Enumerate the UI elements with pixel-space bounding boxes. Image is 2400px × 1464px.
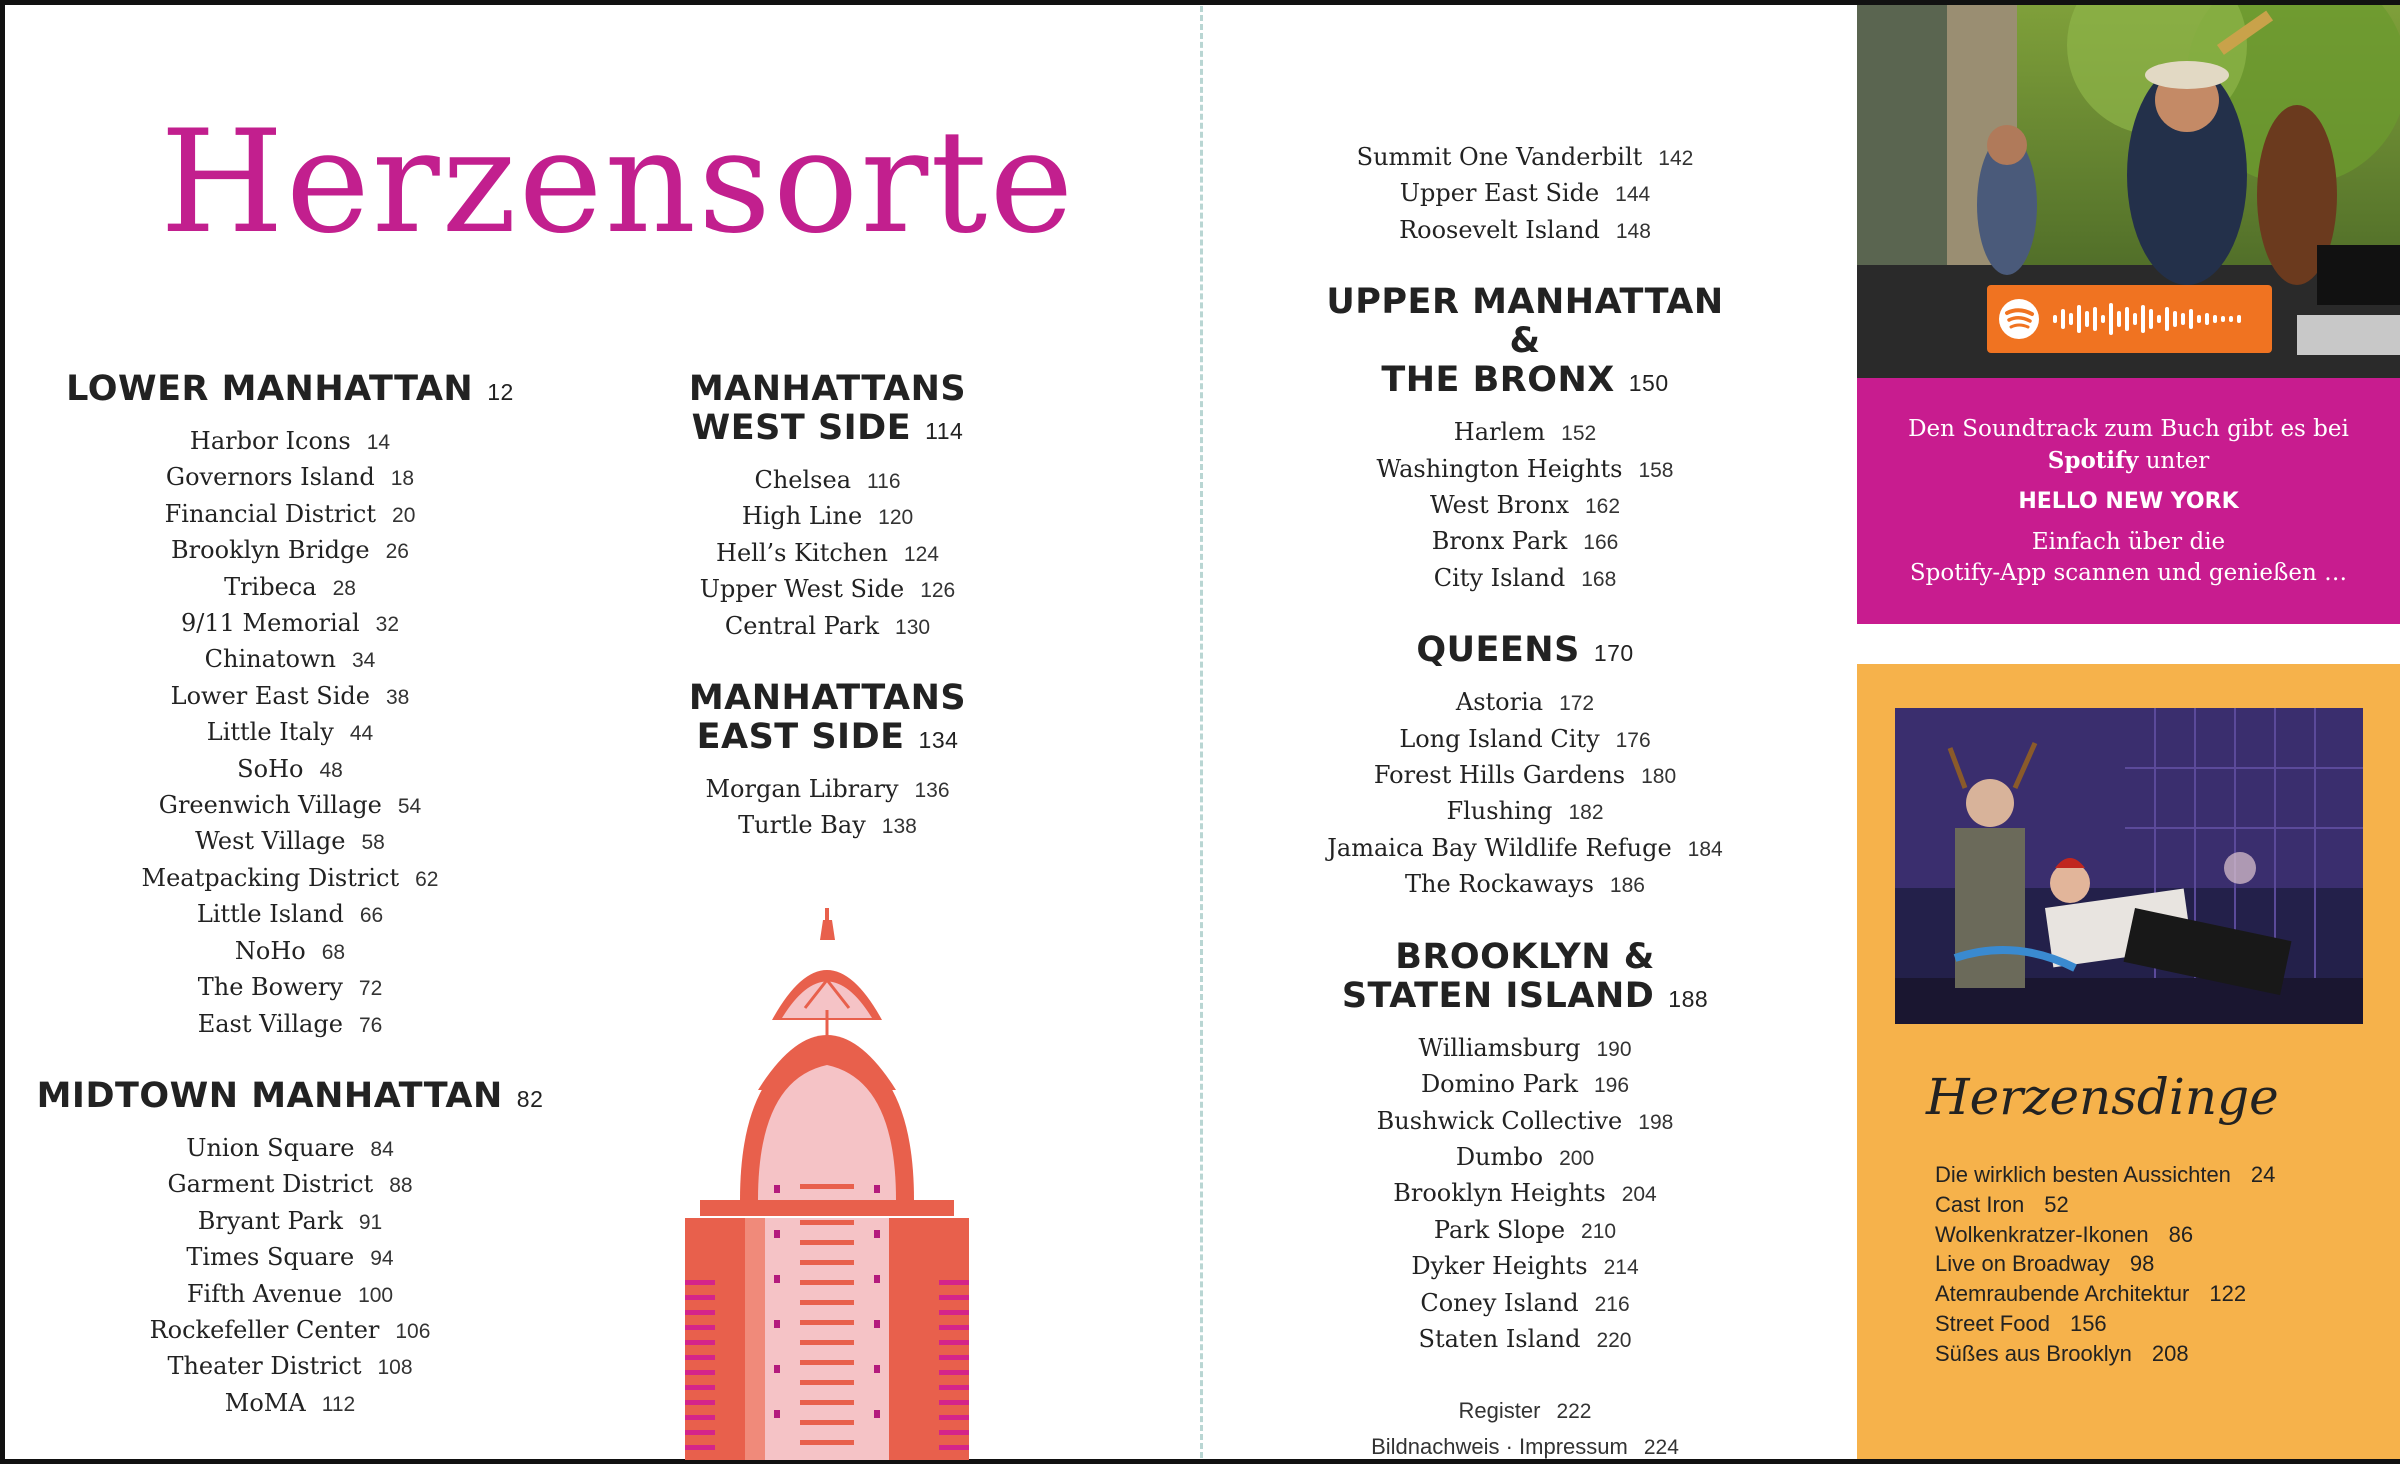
section-heading — [1320, 938, 1730, 1019]
toc-entry-title: 9/11 Memorial — [181, 609, 360, 638]
toc-entry-page: 162 — [1585, 495, 1621, 519]
herzensdinge-item-title: Die wirklich besten Aussichten — [1935, 1162, 2231, 1187]
section-heading — [1320, 283, 1730, 403]
toc-entry — [30, 752, 550, 788]
toc-entry-title: Bildnachweis · Impressum — [1371, 1433, 1628, 1459]
section-heading-line1: UPPER MANHATTAN & — [1326, 282, 1724, 362]
toc-entry-page: 124 — [903, 542, 939, 566]
toc-entry-title: Washington Heights — [1376, 454, 1623, 483]
spotify-code-waveform-icon — [2053, 303, 2241, 335]
section-heading-page: 134 — [918, 727, 959, 754]
toc-entry-page: 210 — [1581, 1219, 1617, 1243]
toc-entry-title: Brooklyn Bridge — [171, 536, 370, 565]
toc-entry-title: High Line — [741, 502, 863, 531]
toc-entry — [1320, 1286, 1730, 1322]
toc-entry-title: Harlem — [1453, 418, 1546, 447]
section-heading-page: 82 — [516, 1085, 544, 1112]
section-heading-line1: BROOKLYN & — [1395, 936, 1655, 977]
toc-entry-page: 148 — [1615, 219, 1651, 243]
toc-entry-page: 168 — [1581, 567, 1617, 591]
toc-entry-title: Bronx Park — [1431, 527, 1568, 556]
toc-entry-title: Astoria — [1455, 688, 1544, 717]
spotify-info-panel — [1857, 378, 2400, 624]
herzensdinge-item-title: Cast Iron — [1935, 1191, 2025, 1217]
toc-entry-page: 26 — [385, 540, 409, 564]
toc-entry-page: 20 — [392, 503, 416, 527]
section-heading — [635, 370, 1020, 451]
toc-entry — [1320, 1430, 1730, 1464]
toc-entry-page: 186 — [1609, 874, 1645, 898]
section-heading-page: 12 — [487, 379, 514, 405]
section-spacer — [30, 1043, 550, 1077]
toc-entry-page: 62 — [415, 867, 439, 891]
toc-entry-title: Register — [1458, 1398, 1541, 1424]
toc-entry — [30, 824, 550, 860]
toc-entry — [1320, 1394, 1730, 1429]
toc-entry-title: Financial District — [164, 499, 377, 528]
toc-entry — [635, 772, 1020, 808]
toc-entry — [1320, 452, 1730, 488]
toc-entry-title: Governors Island — [165, 463, 375, 492]
toc-entry-title: City Island — [1433, 563, 1566, 592]
toc-entry — [1320, 488, 1730, 524]
toc-entry — [30, 1277, 550, 1313]
toc-entry — [30, 970, 550, 1006]
toc-entry-page: 116 — [867, 470, 901, 493]
toc-entry-title: Dumbo — [1455, 1142, 1544, 1171]
toc-entry-title: MoMA — [224, 1388, 306, 1417]
toc-entry-title: Greenwich Village — [158, 791, 382, 820]
toc-entry-title: Little Italy — [206, 718, 334, 747]
toc-entry-page: 72 — [358, 977, 383, 1001]
toc-entry-page: 138 — [881, 815, 917, 839]
toc-entry — [1320, 1031, 1730, 1067]
section-spacer — [635, 645, 1020, 679]
toc-entry — [30, 460, 550, 496]
spotify-text-line4: Spotify-App scannen und genießen … — [1909, 560, 2348, 586]
section-heading — [1320, 631, 1730, 673]
toc-entry-page: 28 — [332, 576, 356, 600]
herzensdinge-item-page: 98 — [2129, 1251, 2155, 1277]
toc-entry — [635, 572, 1020, 608]
toc-entry-page: 152 — [1561, 422, 1597, 446]
toc-entry — [30, 1386, 550, 1422]
toc-entry — [1320, 1322, 1730, 1358]
toc-entry — [1320, 831, 1730, 867]
herzensdinge-item — [1935, 1160, 2275, 1190]
toc-entry-page: 108 — [377, 1356, 413, 1380]
toc-entry-page: 32 — [375, 613, 399, 637]
herzensdinge-item — [1935, 1190, 2275, 1220]
herzensdinge-item — [1935, 1249, 2275, 1279]
toc-entry-title: Forest Hills Gardens — [1373, 761, 1626, 790]
toc-entry-page: 182 — [1568, 801, 1604, 825]
spotify-text-line3: Einfach über die — [2031, 529, 2226, 555]
toc-entry — [635, 609, 1020, 645]
section-heading — [30, 370, 550, 412]
section-heading-line1: MANHATTANS — [688, 369, 967, 409]
toc-entry-page: 158 — [1638, 458, 1674, 482]
toc-entry-page: 196 — [1594, 1074, 1630, 1098]
toc-entry-title: West Village — [195, 827, 346, 856]
toc-entry-page: 120 — [878, 506, 914, 530]
toc-entry — [30, 1349, 550, 1385]
toc-entry — [1320, 1249, 1730, 1285]
spotify-brand: Spotify — [2047, 447, 2139, 474]
toc-entry-title: Times Square — [186, 1243, 355, 1272]
toc-entry-title: Meatpacking District — [141, 863, 400, 892]
toc-entry-title: Coney Island — [1420, 1288, 1579, 1317]
herzensdinge-item-title: Wolkenkratzer-Ikonen — [1935, 1221, 2149, 1247]
toc-entry-page: 91 — [358, 1210, 383, 1234]
toc-entry-title: Morgan Library — [705, 775, 899, 804]
toc-entry-title: Summit One Vanderbilt — [1356, 143, 1643, 171]
toc-entry-title: Chelsea — [754, 466, 852, 494]
toc-entry — [1320, 1140, 1730, 1176]
toc-entry — [635, 463, 1020, 499]
herzensdinge-item-title: Live on Broadway — [1935, 1251, 2110, 1277]
toc-entry — [30, 715, 550, 751]
toc-entry — [30, 1167, 550, 1203]
toc-entry-page: 76 — [358, 1013, 383, 1037]
toc-entry — [30, 1131, 550, 1167]
toc-entry — [30, 570, 550, 606]
herzensdinge-item — [1935, 1309, 2275, 1339]
toc-entry-title: Union Square — [186, 1133, 355, 1162]
toc-entry-title: Bushwick Collective — [1376, 1106, 1623, 1135]
toc-entry-title: Long Island City — [1399, 724, 1600, 753]
toc-entry-title: SoHo — [237, 754, 304, 783]
spotify-code-bar[interactable] — [1987, 285, 2272, 353]
toc-entry-page: 126 — [920, 579, 956, 603]
section-heading — [30, 1077, 550, 1119]
toc-entry-page: 58 — [361, 831, 385, 855]
toc-entry-page: 190 — [1596, 1037, 1632, 1061]
toc-entry-title: Bryant Park — [197, 1206, 343, 1235]
toc-entry — [30, 861, 550, 897]
section-heading-page: 188 — [1668, 985, 1709, 1012]
toc-entry-page: 88 — [389, 1174, 413, 1198]
toc-entry-title: Williamsburg — [1418, 1033, 1581, 1062]
herzensdinge-item-page: 208 — [2151, 1340, 2189, 1366]
toc-entry — [1320, 561, 1730, 597]
herzensdinge-item-title: Süßes aus Brooklyn — [1935, 1340, 2132, 1366]
spotify-logo-icon — [1999, 299, 2039, 339]
toc-column-2 — [635, 370, 1020, 845]
toc-entry — [30, 679, 550, 715]
toc-entry-title: Dyker Heights — [1411, 1252, 1588, 1281]
toc-entry-page: 166 — [1583, 531, 1619, 555]
toc-entry-title: The Rockaways — [1405, 870, 1594, 899]
toc-entry-page: 220 — [1596, 1328, 1632, 1352]
toc-entry-page: 94 — [370, 1247, 394, 1271]
toc-entry — [1320, 213, 1730, 249]
herzensdinge-item-page: 156 — [2069, 1310, 2107, 1336]
toc-entry-title: Hell’s Kitchen — [716, 538, 888, 567]
toc-entry-page: 44 — [349, 722, 374, 746]
toc-entry — [1320, 140, 1730, 176]
section-spacer — [1320, 249, 1730, 283]
toc-entry-page: 144 — [1615, 183, 1651, 207]
toc-entry-page: 204 — [1621, 1183, 1657, 1207]
toc-entry — [1320, 758, 1730, 794]
musicians-photo — [1857, 5, 2400, 378]
section-spacer — [1320, 597, 1730, 631]
section-heading-line2: STATEN ISLAND — [1341, 975, 1655, 1016]
toc-entry-title: Little Island — [196, 900, 344, 929]
section-heading-line2: WEST SIDE — [691, 408, 912, 448]
toc-entry-title: Domino Park — [1420, 1070, 1578, 1099]
toc-entry — [30, 934, 550, 970]
toc-entry-page: 200 — [1559, 1146, 1595, 1170]
herzensdinge-item-page: 24 — [2250, 1162, 2276, 1187]
spotify-text-line2-rest: unter — [2138, 448, 2210, 474]
toc-entry — [1320, 1213, 1730, 1249]
toc-entry — [1320, 722, 1730, 758]
toc-entry-title: Staten Island — [1418, 1324, 1581, 1353]
toc-entry-title: Jamaica Bay Wildlife Refuge — [1327, 833, 1672, 862]
toc-entry-page: 130 — [895, 615, 931, 639]
toc-entry-page: 34 — [352, 649, 376, 673]
toc-entry-page: 112 — [321, 1392, 356, 1416]
toc-entry — [1320, 685, 1730, 721]
herzensdinge-title: Herzensdinge — [1926, 1068, 2279, 1126]
toc-entry-page: 136 — [914, 779, 950, 803]
toc-entry-title: Central Park — [724, 611, 880, 640]
section-heading-line2: THE BRONX — [1381, 360, 1615, 401]
toc-entry — [30, 606, 550, 642]
section-heading-line1: QUEENS — [1416, 630, 1580, 671]
section-heading-text: MIDTOWN MANHATTAN — [36, 1075, 503, 1116]
herzensdinge-item-page: 86 — [2168, 1221, 2194, 1247]
toc-entry-page: 142 — [1658, 147, 1694, 170]
toc-entry — [1320, 1067, 1730, 1103]
herzensdinge-list — [1935, 1160, 2275, 1369]
toc-entry-page: 18 — [390, 467, 415, 491]
toc-entry-title: Flushing — [1446, 797, 1553, 826]
herzensdinge-item-title: Atemraubende Architektur — [1935, 1281, 2190, 1307]
toc-entry-page: 66 — [359, 904, 384, 928]
herzensdinge-item — [1935, 1220, 2275, 1250]
toc-entry-page: 214 — [1603, 1256, 1639, 1280]
toc-column-3 — [1320, 140, 1730, 1464]
toc-entry-title: Tribeca — [224, 572, 317, 601]
toc-entry-page: 222 — [1556, 1400, 1592, 1424]
toc-entry-title: Theater District — [167, 1352, 362, 1381]
toc-entry — [30, 788, 550, 824]
section-heading-page: 150 — [1628, 370, 1669, 397]
section-heading-page: 170 — [1593, 640, 1634, 667]
toc-entry — [30, 424, 550, 460]
toc-entry-page: 68 — [321, 940, 346, 964]
toc-entry-title: Roosevelt Island — [1399, 215, 1600, 244]
herzensdinge-item-page: 52 — [2044, 1191, 2069, 1217]
toc-entry-page: 224 — [1643, 1435, 1679, 1459]
toc-entry — [30, 497, 550, 533]
chrysler-building-illustration — [660, 900, 990, 1460]
toc-entry-page: 38 — [385, 685, 410, 709]
theater-photo — [1895, 708, 2363, 1024]
toc-entry — [30, 1007, 550, 1043]
section-spacer — [1320, 1358, 1730, 1394]
section-heading-line1: MANHATTANS — [688, 678, 967, 719]
toc-entry — [1320, 176, 1730, 212]
toc-entry — [635, 536, 1020, 572]
toc-entry-title: Garment District — [167, 1170, 374, 1199]
herzensdinge-item-title: Street Food — [1935, 1310, 2050, 1336]
page-gutter — [1200, 6, 1203, 1458]
toc-entry-page: 14 — [366, 431, 391, 454]
toc-entry — [1320, 524, 1730, 560]
spotify-text-line2 — [1857, 445, 2400, 477]
toc-entry-title: Harbor Icons — [189, 427, 351, 455]
toc-entry-title: Fifth Avenue — [186, 1279, 343, 1308]
section-spacer — [1320, 904, 1730, 938]
toc-entry-title: Park Slope — [1433, 1215, 1566, 1244]
toc-entry — [30, 1240, 550, 1276]
toc-entry — [30, 1204, 550, 1240]
toc-entry-title: Turtle Bay — [738, 811, 866, 840]
toc-entry-title: East Village — [197, 1009, 343, 1038]
toc-entry-page: 84 — [370, 1137, 394, 1161]
toc-entry-title: Brooklyn Heights — [1393, 1179, 1606, 1208]
toc-entry — [30, 1313, 550, 1349]
toc-entry-page: 180 — [1641, 765, 1677, 789]
toc-entry-title: Lower East Side — [170, 681, 370, 710]
toc-entry-page: 106 — [395, 1319, 431, 1343]
section-heading — [635, 679, 1020, 760]
toc-entry — [30, 533, 550, 569]
section-heading-page: 114 — [925, 418, 964, 444]
toc-entry-page: 48 — [319, 758, 343, 782]
toc-entry-title: The Bowery — [197, 973, 343, 1002]
toc-entry — [1320, 1104, 1730, 1140]
toc-entry-page: 54 — [397, 795, 422, 819]
section-heading-line2: EAST SIDE — [696, 717, 905, 758]
toc-entry — [635, 499, 1020, 535]
spotify-playlist-name: HELLO NEW YORK — [2018, 489, 2239, 514]
toc-entry — [30, 642, 550, 678]
herzensdinge-item-page: 122 — [2209, 1281, 2247, 1307]
toc-entry — [1320, 1176, 1730, 1212]
toc-entry-title: Rockefeller Center — [149, 1315, 380, 1344]
toc-entry-page: 100 — [358, 1283, 394, 1307]
toc-entry — [30, 897, 550, 933]
toc-entry-title: Upper West Side — [699, 575, 905, 604]
page-title: Herzensorte — [160, 100, 1076, 265]
toc-entry — [635, 808, 1020, 844]
toc-entry-title: Upper East Side — [1399, 179, 1600, 208]
toc-entry — [1320, 794, 1730, 830]
toc-entry — [1320, 867, 1730, 903]
section-heading-text: LOWER MANHATTAN — [66, 369, 474, 409]
toc-column-1 — [30, 370, 550, 1422]
toc-entry — [1320, 415, 1730, 451]
toc-entry-page: 184 — [1687, 837, 1723, 861]
toc-entry-title: NoHo — [234, 936, 306, 965]
toc-entry-page: 176 — [1615, 728, 1651, 752]
toc-entry-page: 198 — [1638, 1110, 1674, 1134]
toc-entry-title: West Bronx — [1429, 491, 1569, 520]
toc-entry-title: Chinatown — [204, 645, 336, 674]
herzensdinge-item — [1935, 1279, 2275, 1309]
toc-entry-page: 172 — [1559, 692, 1595, 716]
herzensdinge-item — [1935, 1339, 2275, 1369]
toc-entry-page: 216 — [1594, 1292, 1630, 1316]
spotify-text-line1: Den Soundtrack zum Buch gibt es bei — [1908, 416, 2349, 442]
